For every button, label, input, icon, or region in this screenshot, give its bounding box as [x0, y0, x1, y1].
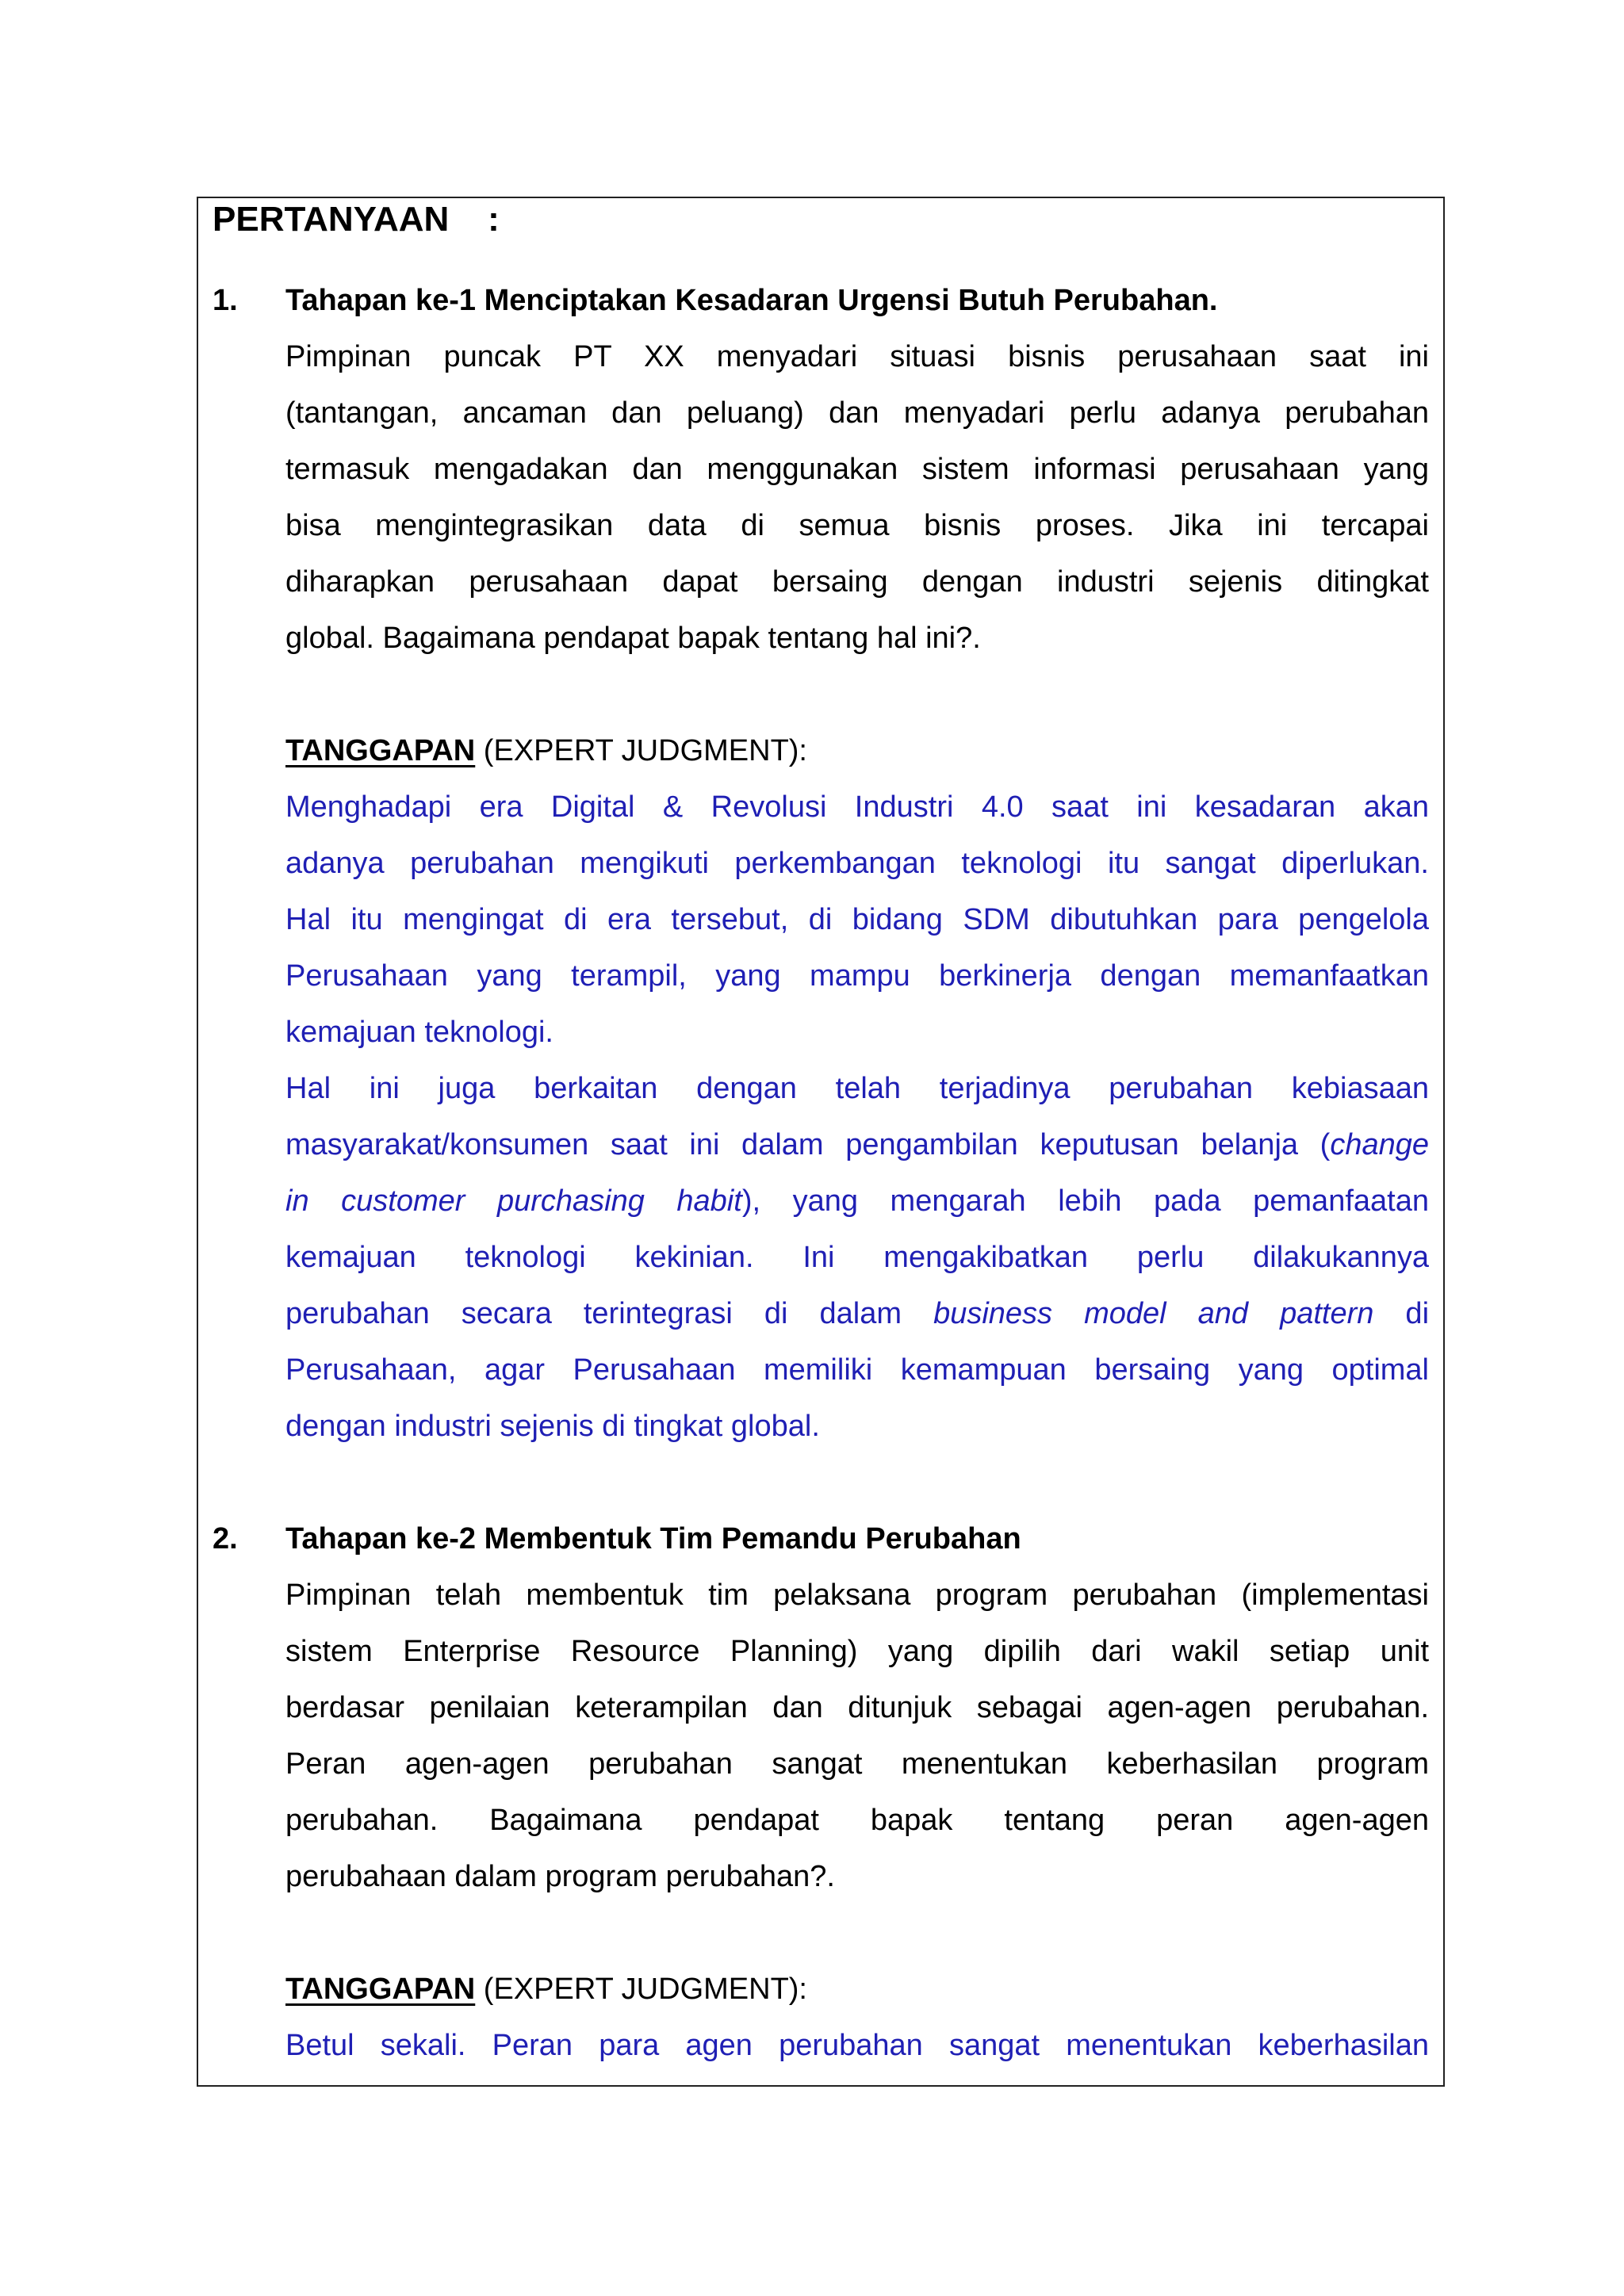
- question-body-line: perubahan. Bagaimana pendapat bapak tentang peran agen-agen: [285, 1804, 1429, 1837]
- question-title: Tahapan ke-2 Membentuk Tim Pemandu Perubahan: [285, 1522, 1021, 1556]
- response-line: [285, 1173, 1429, 1230]
- response-line: Hal itu mengingat di era tersebut, di bidang SDM dibutuhkan para pengelola: [285, 903, 1429, 936]
- response-line: dengan industri sejenis di tingkat global.: [285, 1410, 820, 1443]
- question-body-line: global. Bagaimana pendapat bapak tentang hal ini?.: [285, 622, 981, 655]
- question-body-line: perubahaan dalam program perubahan?.: [285, 1860, 835, 1893]
- response-text: masyarakat/konsumen saat ini dalam pengambilan keputusan belanja (: [285, 1128, 1331, 1161]
- response-line: Menghadapi era Digital & Revolusi Industri 4.0 saat ini kesadaran akan: [285, 790, 1429, 824]
- question-body-line: berdasar penilaian keterampilan dan ditunjuk sebagai agen-agen perubahan.: [285, 1691, 1429, 1724]
- response-italic-text: business model and pattern: [933, 1297, 1374, 1330]
- response-line: kemajuan teknologi kekinian. Ini mengakibatkan perlu dilakukannya: [285, 1241, 1429, 1274]
- response-label-strong: TANGGAPAN: [285, 734, 476, 767]
- question-number: 2.: [213, 1522, 238, 1556]
- response-label: [285, 1961, 807, 2018]
- response-line: Betul sekali. Peran para agen perubahan sangat menentukan keberhasilan: [285, 2029, 1429, 2062]
- question-body-line: Peran agen-agen perubahan sangat menentukan keberhasilan program: [285, 1747, 1429, 1781]
- response-label-suffix: (EXPERT JUDGMENT):: [475, 734, 807, 767]
- question-body-line: (tantangan, ancaman dan peluang) dan menyadari perlu adanya perubahan: [285, 396, 1429, 430]
- response-label: [285, 722, 807, 779]
- question-body-line: Pimpinan telah membentuk tim pelaksana program perubahan (implementasi: [285, 1578, 1429, 1612]
- response-text: di: [1373, 1297, 1430, 1330]
- question-body-line: termasuk mengadakan dan menggunakan sistem informasi perusahaan yang: [285, 453, 1429, 486]
- response-line: Perusahaan, agar Perusahaan memiliki kemampuan bersaing yang optimal: [285, 1353, 1429, 1387]
- question-title: Tahapan ke-1 Menciptakan Kesadaran Urgensi Butuh Perubahan.: [285, 284, 1218, 317]
- response-line: [285, 1285, 1429, 1342]
- question-body-line: diharapkan perusahaan dapat bersaing dengan industri sejenis ditingkat: [285, 565, 1429, 599]
- response-line: [285, 1116, 1429, 1173]
- response-line: Hal ini juga berkaitan dengan telah terjadinya perubahan kebiasaan: [285, 1072, 1429, 1105]
- response-line: adanya perubahan mengikuti perkembangan teknologi itu sangat diperlukan.: [285, 847, 1429, 880]
- question-body-line: bisa mengintegrasikan data di semua bisnis proses. Jika ini tercapai: [285, 509, 1429, 542]
- question-body-line: Pimpinan puncak PT XX menyadari situasi bisnis perusahaan saat ini: [285, 340, 1429, 373]
- question-number: 1.: [213, 284, 238, 317]
- response-line: Perusahaan yang terampil, yang mampu berkinerja dengan memanfaatkan: [285, 959, 1429, 993]
- response-label-strong: TANGGAPAN: [285, 1973, 476, 2006]
- response-italic-text: in customer purchasing habit: [285, 1184, 742, 1218]
- section-heading: PERTANYAAN :: [213, 200, 500, 239]
- response-italic-text: change: [1330, 1128, 1429, 1161]
- response-label-suffix: (EXPERT JUDGMENT):: [475, 1973, 807, 2006]
- response-text: ), yang mengarah lebih pada pemanfaatan: [741, 1184, 1429, 1218]
- response-text: perubahan secara terintegrasi di dalam: [285, 1297, 934, 1330]
- question-body-line: sistem Enterprise Resource Planning) yang dipilih dari wakil setiap unit: [285, 1635, 1429, 1668]
- response-line: kemajuan teknologi.: [285, 1016, 553, 1049]
